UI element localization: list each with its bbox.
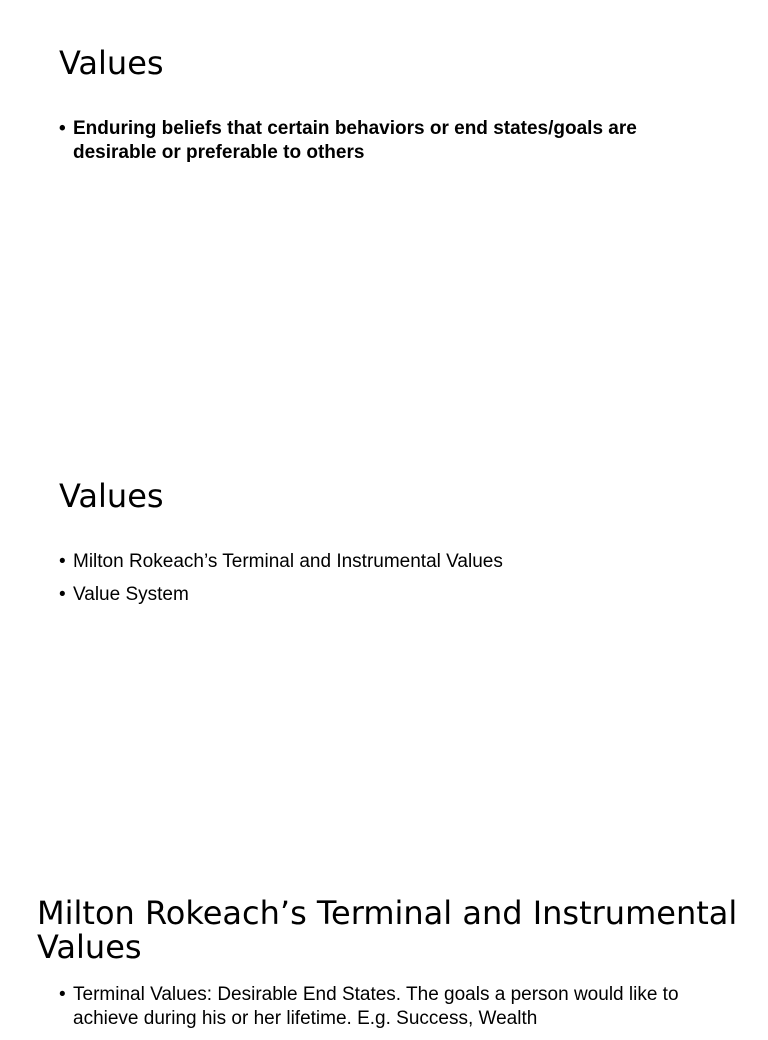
slide-title: Values [59, 44, 164, 82]
slide-title: Values [59, 477, 164, 515]
bullet-item: • Terminal Values: Desirable End States. The goals a person would like to achieve during his or her lifetime. E.g. Success, Wealth [59, 983, 719, 1031]
bullet-item: • Enduring beliefs that certain behaviors or end states/goals are desirable or preferable to others [59, 117, 699, 165]
bullet-list [59, 550, 699, 616]
slide-title: Milton Rokeach’s Terminal and Instrumental Values [37, 894, 738, 966]
bullet-item: • Value System [59, 583, 699, 607]
bullet-list [59, 117, 699, 174]
bullet-list [59, 983, 719, 1040]
bullet-item: • Milton Rokeach’s Terminal and Instrumental Values [59, 550, 699, 574]
